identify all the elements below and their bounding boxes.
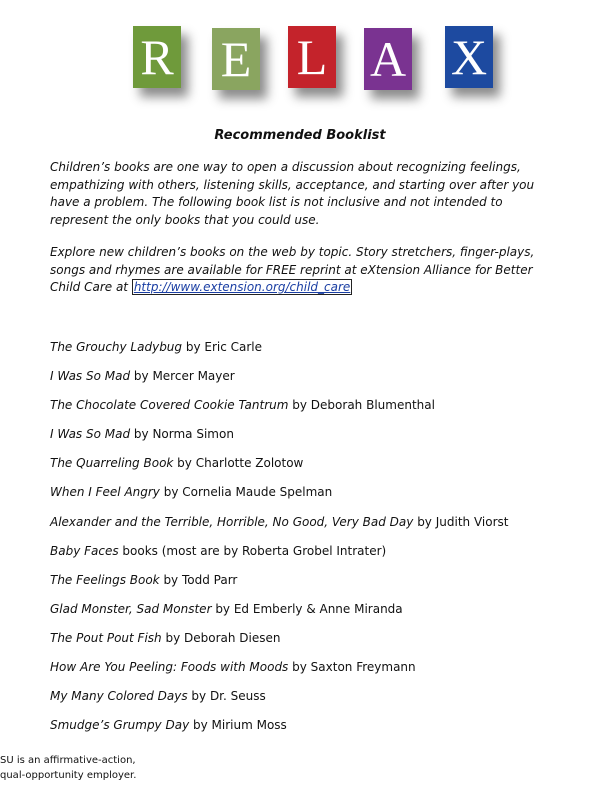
book-item <box>50 366 508 395</box>
book-author: by Deborah Diesen <box>161 630 281 645</box>
book-author: by Mirium Moss <box>189 718 287 733</box>
book-author: by Deborah Blumenthal <box>288 398 435 413</box>
book-item <box>50 424 508 453</box>
book-item <box>50 482 508 511</box>
book-title: The Pout Pout Fish <box>50 630 162 645</box>
footer <box>0 753 136 783</box>
book-item <box>50 715 508 744</box>
book-item <box>50 512 508 541</box>
book-item <box>50 686 508 715</box>
explore-paragraph <box>50 244 552 297</box>
book-title: I Was So Mad <box>50 427 131 442</box>
book-author: by Ed Emberly & Anne Miranda <box>211 601 403 616</box>
book-item <box>50 395 508 424</box>
explore-text: Explore new children’s books on the web by topic. Story stretchers, finger-plays, songs and rhymes are available for FREE reprint at eXtension Alliance for Better Child Care at <box>50 245 535 294</box>
book-author: by Dr. Seuss <box>187 689 266 704</box>
logo-letter-x: X <box>445 26 493 88</box>
book-item <box>50 570 508 599</box>
book-item <box>50 541 508 570</box>
book-title: The Chocolate Covered Cookie Tantrum <box>50 398 289 413</box>
book-title: Glad Monster, Sad Monster <box>50 601 212 616</box>
intro-paragraph: Children’s books are one way to open a discussion about recognizing feelings, empathizing with others, listening skills, acceptance, and starting over after you have a problem. The following book list is not inclusive and not intended to represent the only books that you could use. <box>50 160 535 227</box>
book-title: The Quarreling Book <box>50 456 174 471</box>
logo-letter-r: R <box>133 26 181 88</box>
footer-line-2: qual-opportunity employer. <box>0 770 137 781</box>
book-author: by Todd Parr <box>159 572 238 587</box>
book-title: Smudge’s Grumpy Day <box>50 718 190 733</box>
book-author: by Saxton Freymann <box>288 660 416 675</box>
book-item <box>50 337 508 366</box>
book-item <box>50 657 508 686</box>
book-author: by Mercer Mayer <box>130 369 235 384</box>
book-title: How Are You Peeling: Foods with Moods <box>50 660 289 675</box>
book-item <box>50 599 508 628</box>
book-item <box>50 453 508 482</box>
logo-letter-e: E <box>212 28 260 90</box>
child-care-link[interactable]: http://www.extension.org/child_care <box>133 280 351 294</box>
logo-letter-l: L <box>288 26 336 88</box>
footer-line-1: SU is an affirmative-action, <box>0 755 136 766</box>
book-author: by Norma Simon <box>130 427 234 442</box>
book-title: Baby Faces <box>50 543 119 558</box>
book-author: by Eric Carle <box>182 340 263 354</box>
book-title: The Feelings Book <box>50 572 160 587</box>
logo-letter-a: A <box>364 28 412 90</box>
relax-logo <box>0 26 600 106</box>
book-title: I Was So Mad <box>50 369 131 384</box>
book-author: by Judith Viorst <box>413 514 509 529</box>
page-title: Recommended Booklist <box>214 128 386 143</box>
book-author: by Charlotte Zolotow <box>173 456 304 471</box>
book-title: Alexander and the Terrible, Horrible, No Good, Very Bad Day <box>50 514 414 529</box>
book-title: My Many Colored Days <box>50 689 188 704</box>
book-author: by Cornelia Maude Spelman <box>159 485 333 500</box>
book-list <box>50 337 508 744</box>
book-item <box>50 628 508 657</box>
book-author: books (most are by Roberta Grobel Intrater) <box>118 543 387 558</box>
book-title: The Grouchy Ladybug <box>50 340 183 354</box>
book-title: When I Feel Angry <box>50 485 160 500</box>
